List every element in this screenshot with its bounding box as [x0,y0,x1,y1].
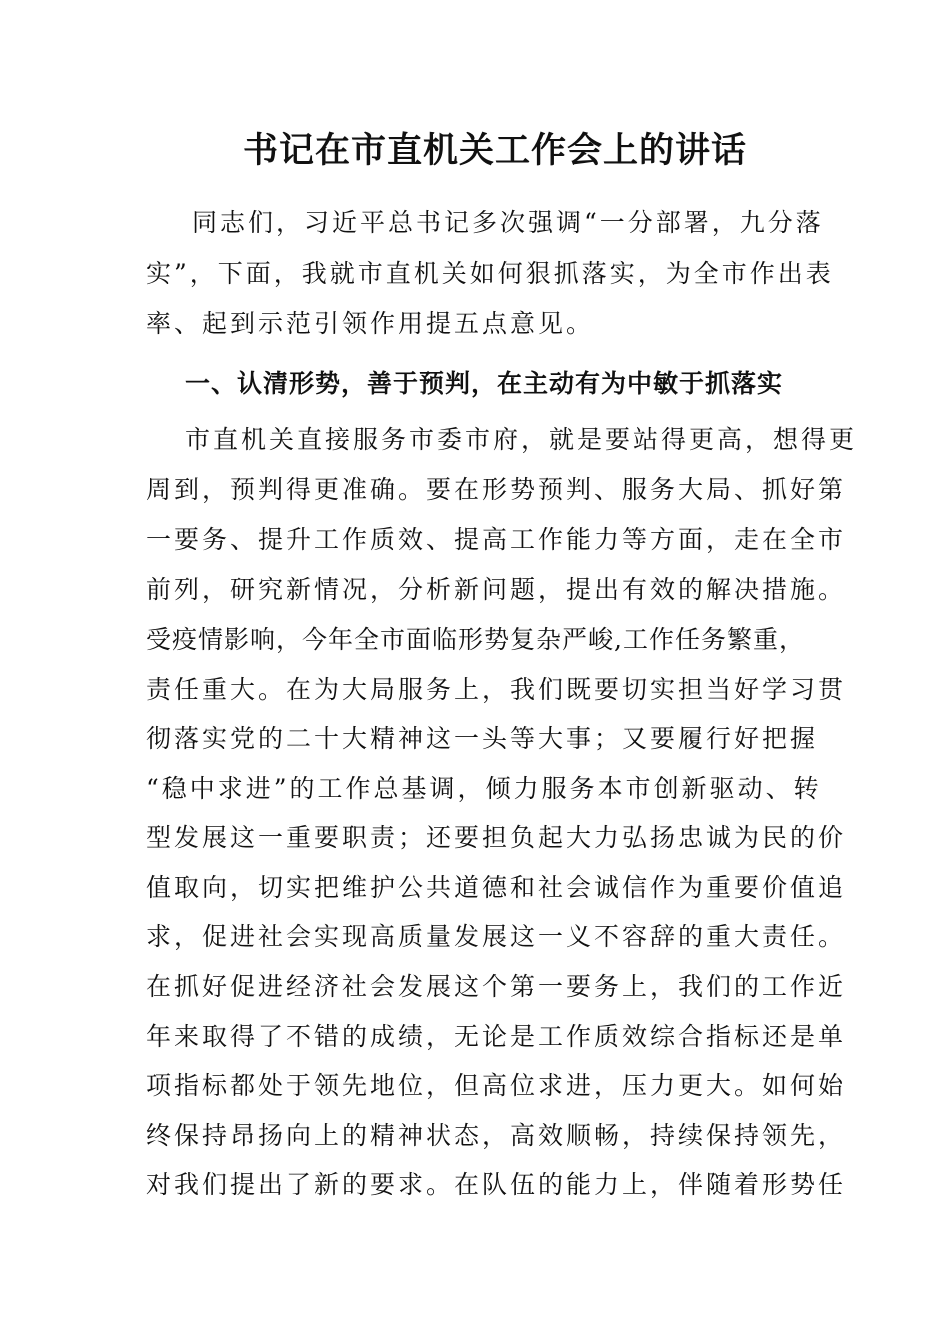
body-line: 受疫情影响，今年全市面临形势复杂严峻,工作任务繁重， [146,625,805,654]
body-line: 终保持昂扬向上的精神状态，高效顺畅，持续保持领先， [146,1121,847,1150]
body-line: 值取向，切实把维护公共道德和社会诚信作为重要价值追 [146,873,847,902]
intro-line: 同志们，习近平总书记多次强调“一分部署，九分落 [192,208,824,237]
intro-line: 率、起到示范引领作用提五点意见。 [146,309,595,338]
body-line: “稳中求进”的工作总基调，倾力服务本市创新驱动、转 [146,774,822,803]
body-line: 周到，预判得更准确。要在形势预判、服务大局、抓好第 [146,475,847,504]
document-title: 书记在市直机关工作会上的讲话 [242,130,747,171]
body-line: 在抓好促进经济社会发展这个第一要务上，我们的工作近 [146,972,847,1001]
body-line: 一要务、提升工作质效、提高工作能力等方面，走在全市 [146,525,847,554]
body-line: 彻落实党的二十大精神这一头等大事；又要履行好把握 [146,724,819,753]
body-line: 项指标都处于领先地位，但高位求进，压力更大。如何始 [146,1071,847,1100]
body-line: 年来取得了不错的成绩，无论是工作质效综合指标还是单 [146,1022,847,1051]
body-line: 求，促进社会实现高质量发展这一义不容辞的重大责任。 [146,922,847,951]
body-line: 型发展这一重要职责；还要担负起大力弘扬忠诚为民的价 [146,823,847,852]
intro-line: 实”，下面，我就市直机关如何狠抓落实，为全市作出表 [146,259,834,288]
body-line: 前列，研究新情况，分析新问题，提出有效的解决措施。 [146,575,847,604]
body-line: 对我们提出了新的要求。在队伍的能力上，伴随着形势任 [146,1170,847,1199]
body-line: 责任重大。在为大局服务上，我们既要切实担当好学习贯 [146,675,847,704]
body-line: 市直机关直接服务市委市府，就是要站得更高，想得更 [185,425,858,454]
section-heading: 一、认清形势，善于预判，在主动有为中敏于抓落实 [185,369,784,398]
